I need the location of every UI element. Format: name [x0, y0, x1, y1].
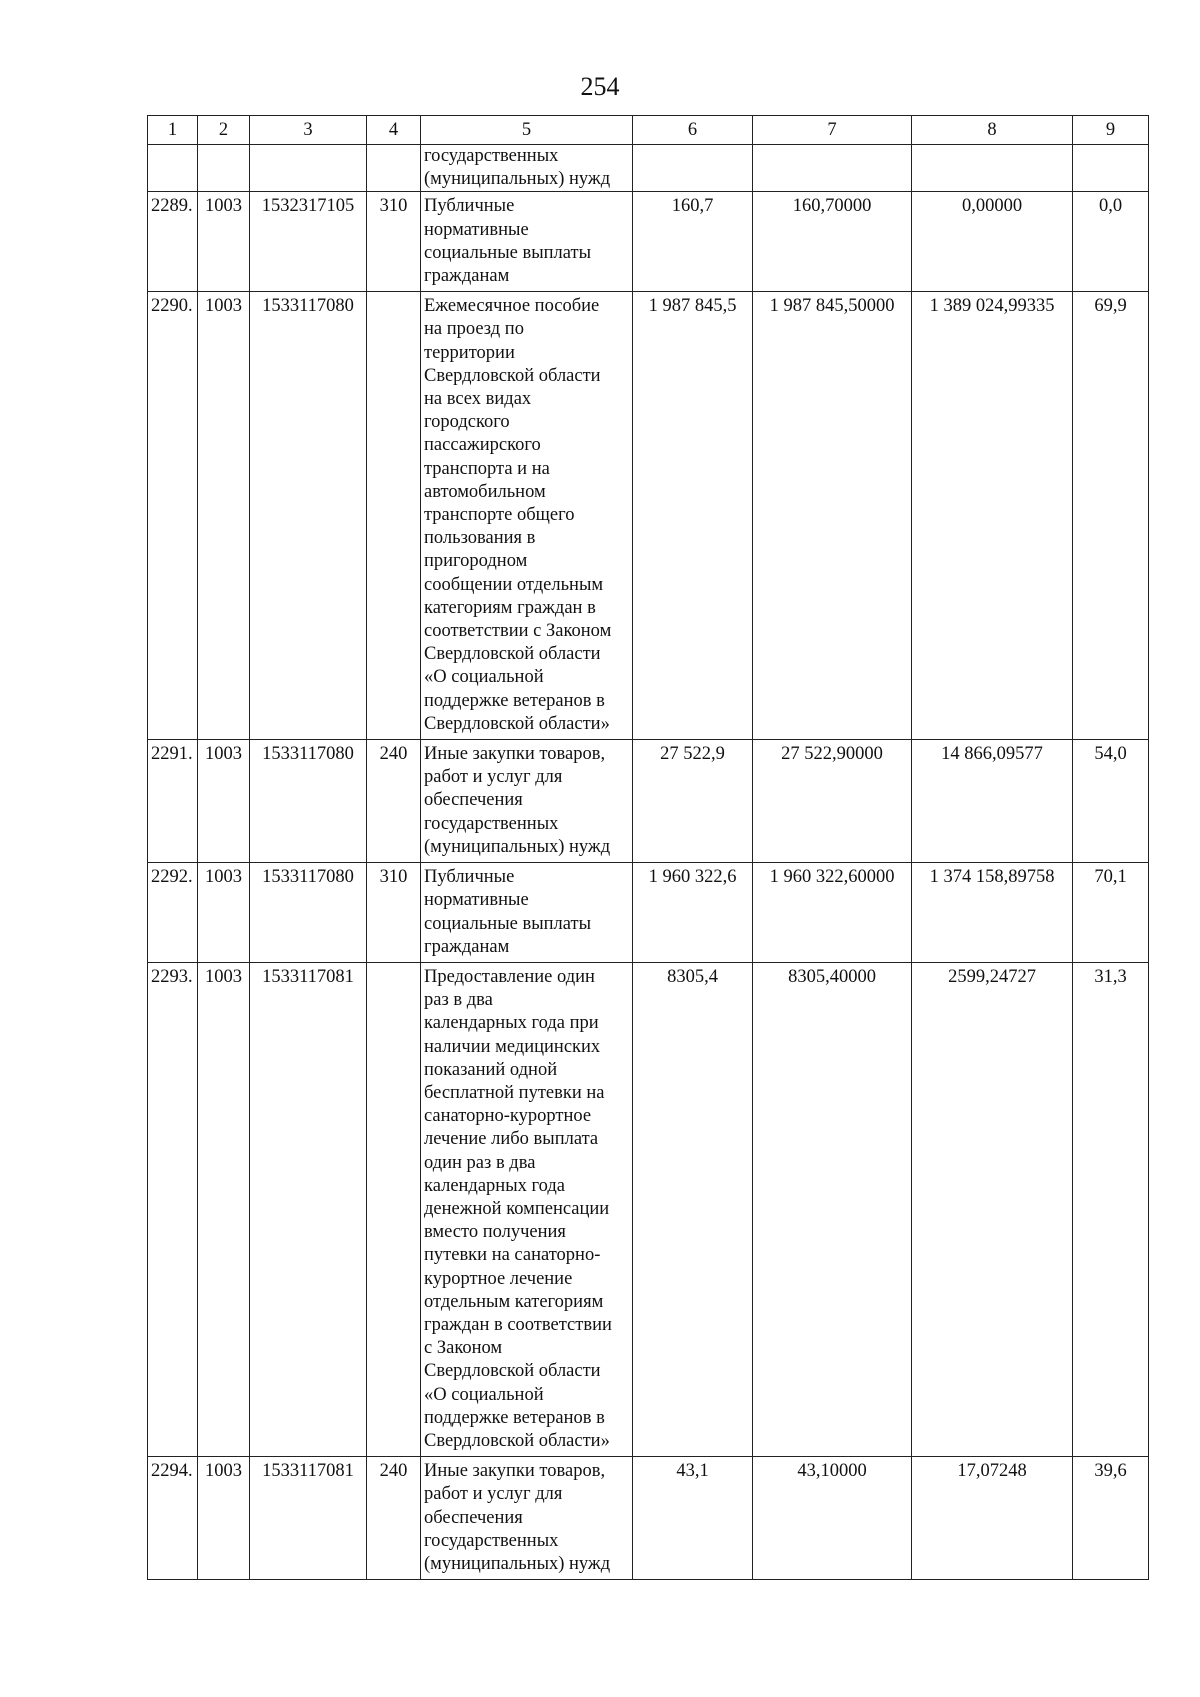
- column-header: 3: [250, 116, 367, 145]
- executed-amount-cell: 17,07248: [912, 1457, 1073, 1580]
- page-number: 254: [580, 72, 620, 101]
- section-code-cell: 1003: [198, 740, 250, 863]
- column-header: 7: [753, 116, 912, 145]
- row-number-cell: 2291.: [148, 740, 198, 863]
- target-code-cell: 1533117080: [250, 863, 367, 963]
- plan-amount-cell: 27 522,9: [633, 740, 753, 863]
- specified-amount-cell: 160,70000: [753, 192, 912, 292]
- section-code-cell: 1003: [198, 192, 250, 292]
- specified-amount-cell: [753, 145, 912, 192]
- expense-type-cell: 240: [367, 740, 421, 863]
- executed-amount-cell: 1 389 024,99335: [912, 292, 1073, 740]
- percent-cell: 69,9: [1073, 292, 1149, 740]
- column-header: 6: [633, 116, 753, 145]
- percent-cell: [1073, 145, 1149, 192]
- plan-amount-cell: 160,7: [633, 192, 753, 292]
- column-header: 4: [367, 116, 421, 145]
- section-code-cell: 1003: [198, 1457, 250, 1580]
- specified-amount-cell: 1 960 322,60000: [753, 863, 912, 963]
- percent-cell: 70,1: [1073, 863, 1149, 963]
- target-code-cell: 1533117080: [250, 740, 367, 863]
- table-row: [148, 962, 1149, 1456]
- target-code-cell: 1533117081: [250, 1457, 367, 1580]
- percent-cell: 31,3: [1073, 962, 1149, 1456]
- expense-type-cell: [367, 962, 421, 1456]
- description-cell: Иные закупки товаров, работ и услуг для обеспечения государственных (муниципальных) нужд: [421, 1457, 633, 1580]
- table-header-row: [148, 116, 1149, 145]
- specified-amount-cell: 27 522,90000: [753, 740, 912, 863]
- table-row: [148, 145, 1149, 192]
- row-number-cell: 2289.: [148, 192, 198, 292]
- section-code-cell: 1003: [198, 962, 250, 1456]
- budget-table: [147, 115, 1149, 1580]
- row-number-cell: [148, 145, 198, 192]
- row-number-cell: 2292.: [148, 863, 198, 963]
- target-code-cell: [250, 145, 367, 192]
- percent-cell: 54,0: [1073, 740, 1149, 863]
- table-row: [148, 1457, 1149, 1580]
- row-number-cell: 2293.: [148, 962, 198, 1456]
- target-code-cell: 1533117081: [250, 962, 367, 1456]
- specified-amount-cell: 43,10000: [753, 1457, 912, 1580]
- column-header: 9: [1073, 116, 1149, 145]
- column-header: 2: [198, 116, 250, 145]
- row-number-cell: 2290.: [148, 292, 198, 740]
- section-code-cell: 1003: [198, 292, 250, 740]
- percent-cell: 39,6: [1073, 1457, 1149, 1580]
- percent-cell: 0,0: [1073, 192, 1149, 292]
- specified-amount-cell: 8305,40000: [753, 962, 912, 1456]
- target-code-cell: 1533117080: [250, 292, 367, 740]
- plan-amount-cell: 1 987 845,5: [633, 292, 753, 740]
- description-cell: Ежемесячное пособие на проезд по территории Свердловской области на всех видах городского пассажирского транспорта и на автомобильном транспорте общего пользования в пригородном сообщении отдельным категориям граждан в соответствии с Законом Свердловской области «О социальной поддержке ветеранов в Свердловской области»: [421, 292, 633, 740]
- description-cell: государственных (муниципальных) нужд: [421, 145, 633, 192]
- table-row: [148, 292, 1149, 740]
- executed-amount-cell: [912, 145, 1073, 192]
- table-row: [148, 740, 1149, 863]
- table-row: [148, 192, 1149, 292]
- expense-type-cell: [367, 145, 421, 192]
- expense-type-cell: 310: [367, 192, 421, 292]
- description-cell: Предоставление один раз в два календарных года при наличии медицинских показаний одной бесплатной путевки на санаторно-курортное лечение либо выплата один раз в два календарных года денежной компенсации вместо получения путевки на санаторно- курортное лечение отдельным категориям граждан в соответствии с Законом Свердловской области «О социальной поддержке ветеранов в Свердловской области»: [421, 962, 633, 1456]
- table-row: [148, 863, 1149, 963]
- executed-amount-cell: 0,00000: [912, 192, 1073, 292]
- column-header: 1: [148, 116, 198, 145]
- target-code-cell: 1532317105: [250, 192, 367, 292]
- section-code-cell: [198, 145, 250, 192]
- description-cell: Публичные нормативные социальные выплаты гражданам: [421, 192, 633, 292]
- row-number-cell: 2294.: [148, 1457, 198, 1580]
- plan-amount-cell: 43,1: [633, 1457, 753, 1580]
- specified-amount-cell: 1 987 845,50000: [753, 292, 912, 740]
- executed-amount-cell: 2599,24727: [912, 962, 1073, 1456]
- plan-amount-cell: 8305,4: [633, 962, 753, 1456]
- column-header: 5: [421, 116, 633, 145]
- expense-type-cell: 240: [367, 1457, 421, 1580]
- section-code-cell: 1003: [198, 863, 250, 963]
- description-cell: Публичные нормативные социальные выплаты гражданам: [421, 863, 633, 963]
- executed-amount-cell: 14 866,09577: [912, 740, 1073, 863]
- executed-amount-cell: 1 374 158,89758: [912, 863, 1073, 963]
- plan-amount-cell: 1 960 322,6: [633, 863, 753, 963]
- expense-type-cell: 310: [367, 863, 421, 963]
- column-header: 8: [912, 116, 1073, 145]
- description-cell: Иные закупки товаров, работ и услуг для обеспечения государственных (муниципальных) нужд: [421, 740, 633, 863]
- plan-amount-cell: [633, 145, 753, 192]
- table-body: [148, 145, 1149, 1580]
- expense-type-cell: [367, 292, 421, 740]
